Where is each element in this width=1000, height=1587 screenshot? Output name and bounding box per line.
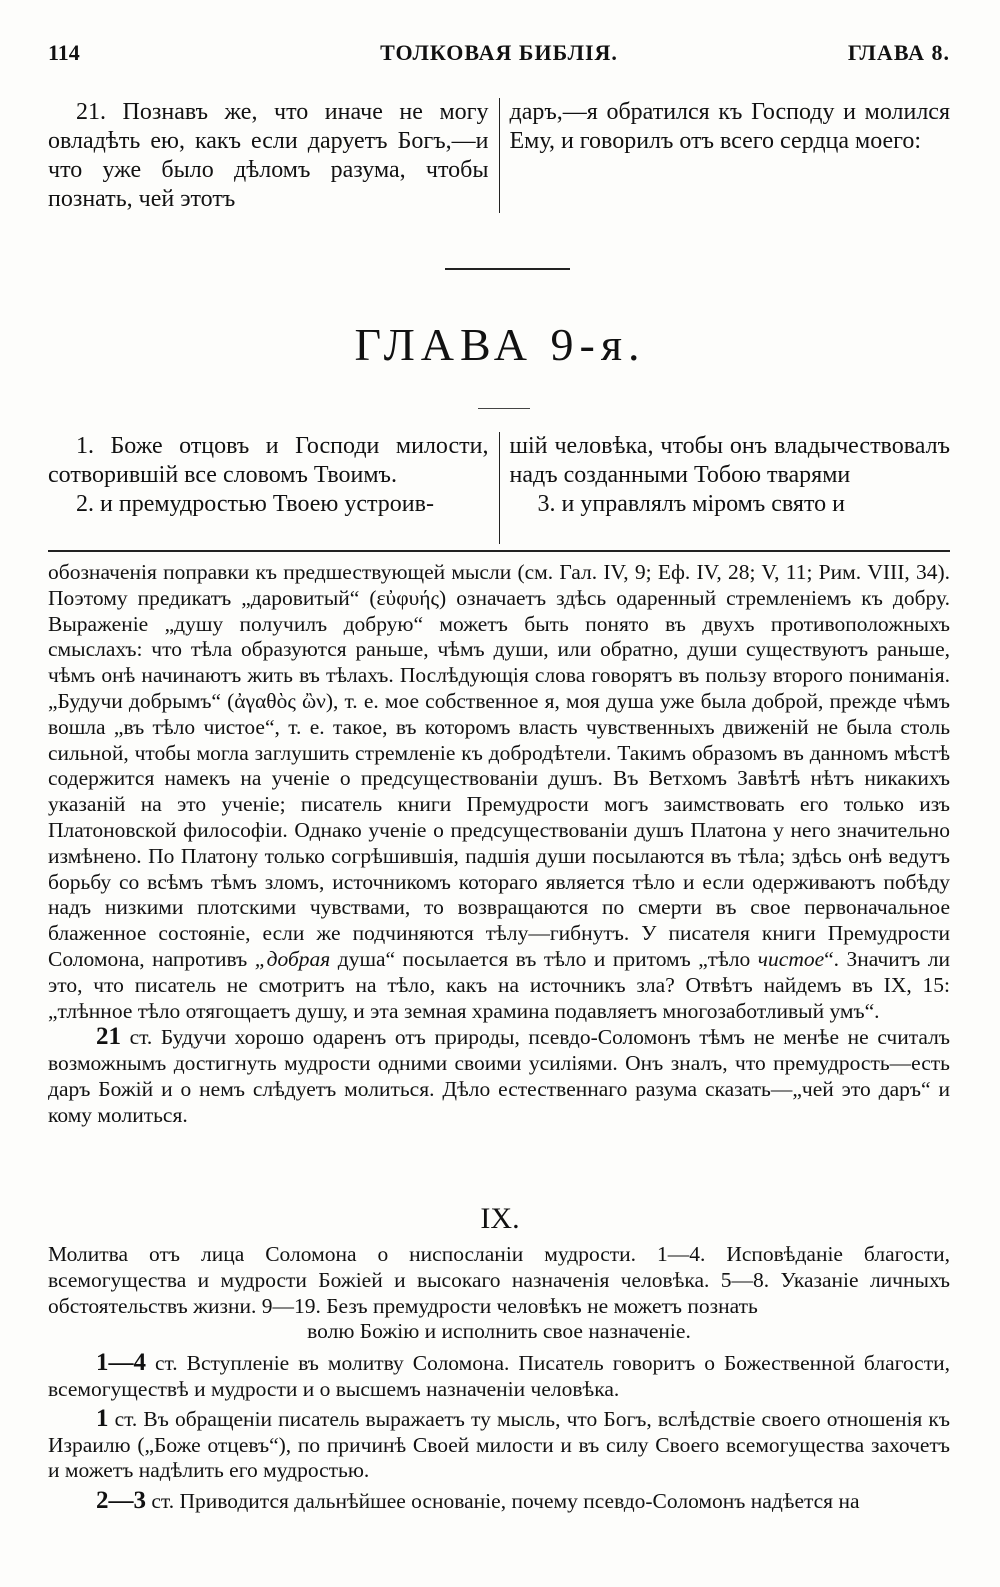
commentary-italic: „добрая xyxy=(254,946,331,971)
commentary-text: душа“ посылается въ тѣло и притомъ „тѣло xyxy=(330,946,758,971)
commentary-text: ст. Вступленіе въ молитву Соломона. Писатель говоритъ о Божественной благости, всемогуществѣ и мудрости и о высшемъ назначеніи человѣка. xyxy=(48,1351,950,1401)
verse-number: 1 xyxy=(96,1405,109,1433)
verse-3-start: 3. и управлялъ міромъ свято и xyxy=(537,491,845,517)
verse-2-end: шій человѣка, чтобы онъ владычествовалъ надъ созданными Тобою тварями xyxy=(509,433,950,488)
commentary-text: ст. Въ обращеніи писатель выражаетъ ту мысль, что Богъ, вслѣдствіе своего отношенія къ Израилю („Боже отцевъ“), по причинѣ Своей милости и въ силу Своего всемогущества захочетъ и можетъ надѣлить его мудростью. xyxy=(48,1407,950,1483)
section-divider xyxy=(445,268,570,270)
running-title: ТОЛКОВАЯ БИБЛІЯ. xyxy=(380,40,618,65)
verse-number: 2—3 xyxy=(96,1486,146,1514)
left-column xyxy=(48,98,500,213)
verse-2-start: 2. и премудростью Твоею устроив- xyxy=(76,491,434,517)
right-column xyxy=(500,98,951,213)
summary-text: Молитва отъ лица Соломона о ниспосланіи мудрости. 1—4. Исповѣданіе благости, всемогущества и мудрости Божіей и высокаго назначенія человѣка. 5—8. Указаніе личныхъ обстоятельствъ жизни. 9—19. Безъ премудрости человѣкъ не можетъ познать xyxy=(48,1242,950,1318)
verse-21-right: даръ,—я обратился къ Господу и молился Ему, и говорилъ отъ всего сердца моего: xyxy=(509,99,950,154)
chapter-heading: ГЛАВА 9-я. xyxy=(354,319,646,370)
commentary-text: обозначенія поправки къ предшествующей мысли (см. Гал. IV, 9; Еф. IV, 28; V, 11; Рим. VIII, 34). Поэтому предикатъ „даровитый“ (εὐφυής) означаетъ здѣсь одаренный стремленіемъ къ добру. Выраженіе „душу получилъ добрую“ можетъ быть понято въ двухъ противоположныхъ смыслахъ: что тѣла образуются раньше, чѣмъ души, или обратно, души существуютъ раньше, чѣмъ онѣ начинаютъ жить въ тѣлахъ. Послѣдующія слова говорятъ въ пользу второго пониманія. „Будучи добрымъ“ (ἀγαθὸς ὢν), т. е. мое собственное я, моя душа уже была доброй, прежде чѣмъ вошла „въ тѣло чистое“, т. е. такое, въ которомъ власть чувственныхъ движеній не была столь сильной, чтобы могла заглушить стремленіе къ добродѣтели. Такимъ образомъ въ данномъ мѣстѣ содержится намекъ на ученіе о предсуществованіи душъ. Въ Ветхомъ Завѣтѣ нѣтъ никакихъ указаній на это ученіе; писатель книги Премудрости могъ заимствовать его только изъ Платоновской философіи. Однако ученіе о предсуществованіи душъ Платона у него значительно измѣнено. По Платону только согрѣшившія, падшія души посылаются въ тѣла; здѣсь онѣ ведутъ борьбу со всѣмъ тѣмъ зломъ, источникомъ котораго является тѣло и если одерживаютъ побѣду надъ низкими плотскими чувствами, то возвращаются по смерти въ свое первоначальное блаженное состояніе, если же подчиняются тѣлу—гибнутъ. У писателя книги Премудрости Соломона, напротивъ xyxy=(48,560,950,971)
page-number: 114 xyxy=(48,40,80,65)
left-column xyxy=(48,432,500,544)
verse-commentary xyxy=(48,1350,950,1519)
page-header xyxy=(48,40,950,70)
chapter-summary xyxy=(48,1242,950,1345)
verse-1: 1. Боже отцовъ и Господи милости, сотворившій все словомъ Твоимъ. xyxy=(48,433,489,488)
commentary-italic: чистое xyxy=(757,946,825,971)
commentary-paragraph xyxy=(48,560,950,1024)
chapter-verses xyxy=(48,432,950,544)
right-column xyxy=(500,432,951,544)
verse-number: 21 xyxy=(96,1023,121,1051)
commentary-divider xyxy=(48,550,950,552)
commentary-1-4 xyxy=(48,1350,950,1402)
heading-ornament-rule xyxy=(478,408,530,409)
section-numeral: IX. xyxy=(480,1202,520,1235)
commentary-paragraph-21 xyxy=(48,1024,950,1128)
commentary-1 xyxy=(48,1406,950,1484)
summary-last-line: волю Божію и исполнить свое назначеніе. xyxy=(307,1319,691,1344)
commentary-text: “. Значитъ ли это, что писатель не смотритъ на тѣло, какъ на источникъ зла? Отвѣтъ найдемъ въ IX, 15: „тлѣнное тѣло отягощаетъ душу, и эта земная храмина подавляетъ многозаботливый умъ“. xyxy=(48,946,950,1023)
commentary-text: ст. Будучи хорошо одаренъ отъ природы, псевдо-Соломонъ тѣмъ не менѣе не считалъ возможнымъ достигнуть мудрости одними своими усиліями. Онъ зналъ, что премудрость—есть даръ Божій и о немъ слѣдуетъ молиться. Дѣло естественнаго разума сказать—„чей это даръ“ и кому молиться. xyxy=(48,1025,950,1127)
verse-number: 1—4 xyxy=(96,1349,146,1376)
chapter-reference: ГЛАВА 8. xyxy=(847,40,950,65)
commentary-text: ст. Приводится дальнѣйшее основаніе, почему псевдо-Соломонъ надѣется на xyxy=(146,1488,860,1513)
verse-21-left: 21. Познавъ же, что иначе не могу овладѣть ею, какъ если даруетъ Богъ,—и что уже было дѣломъ разума, чтобы познать, чей этотъ xyxy=(48,99,489,212)
commentary-block xyxy=(48,560,950,1129)
commentary-2-3 xyxy=(48,1488,950,1515)
previous-chapter-text xyxy=(48,98,950,213)
